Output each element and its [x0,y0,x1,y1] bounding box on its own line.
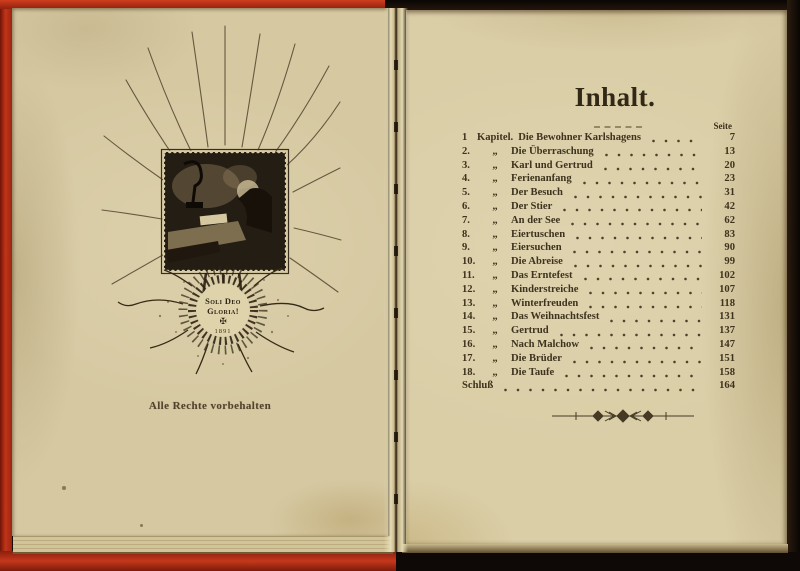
chapter-page-number: 131 [719,311,735,323]
chapter-title: Das Erntefest [511,269,573,281]
dot-leader [589,299,702,310]
toc-row [462,270,735,284]
chapter-title: Der Stier [511,200,553,212]
chapter-title: An der See [511,214,561,226]
paper-speck [62,486,66,490]
chapter-title: Das Weihnachtsfest [511,311,600,323]
chapter-title: Nach Malchow [511,338,579,350]
chapter-word: „ [492,173,498,185]
chapter-number: 14. [462,311,476,323]
dot-leader [589,285,702,296]
dot-leader [583,175,702,186]
photo-shadow-bottom [396,552,800,571]
toc-row [462,380,735,394]
page-column-header: Seite [713,121,732,131]
dot-leader [563,202,702,213]
photo-shadow-right [787,0,800,571]
chapter-word: „ [492,242,498,254]
dot-leader [560,327,702,338]
toc-row [462,229,735,243]
photo-shadow-top [385,0,800,10]
dot-leader [565,368,702,379]
chapter-title: Die Taufe [511,366,555,378]
chapter-page-number: 137 [719,325,735,337]
chapter-page-number: 20 [724,159,735,171]
chapter-page-number: 7 [729,132,735,143]
toc-row [462,367,735,381]
toc-row [462,201,735,215]
chapter-page-number: 107 [719,283,735,295]
dot-leader [574,189,702,200]
chapter-page-number: 99 [724,256,735,268]
toc-row [462,146,735,160]
chapter-title: Ferienanfang [511,173,572,185]
chapter-page-number: 158 [719,366,735,378]
rights-notice: Alle Rechte vorbehalten [148,400,272,412]
right-page-edge-stack [402,544,788,553]
chapter-word: „ [492,297,498,309]
chapter-word: „ [492,200,498,212]
chapter-page-number: 90 [724,242,735,254]
motto-line2: Gloria! [207,307,239,316]
chapter-number: 5. [462,187,470,199]
chapter-number: 2. [462,145,470,157]
book-cover-left-edge [0,0,12,571]
binding-stitches [394,8,398,552]
toc-row [462,242,735,256]
chapter-page-number: 31 [724,187,735,199]
toc-row [462,325,735,339]
chapter-title: Eiertuschen [511,228,566,240]
chapter-title: Kinderstreiche [511,283,579,295]
chapter-word: „ [492,325,498,337]
chapter-number: 1 [462,132,468,143]
emblem-vignette [162,150,289,274]
page-title: Inhalt. [574,82,656,112]
chapter-page-number: 147 [719,338,735,350]
chapter-number: 18. [462,366,476,378]
sunburst-emblem [118,268,324,374]
dot-leader [604,161,702,172]
chapter-number: 10. [462,256,476,268]
divider-ornament-icon [548,404,698,428]
chapter-number: 15. [462,325,476,337]
dot-leader [573,244,702,255]
chapter-number: 3. [462,159,470,171]
toc-row [462,353,735,367]
emblem-year: 1891 [214,328,232,335]
chapter-page-number: 118 [719,297,735,309]
toc-row [462,298,735,312]
book-gutter [384,8,408,552]
chapter-page-number: 13 [724,145,735,157]
chapter-title: Schluß [462,380,494,392]
chapter-page-number: 23 [724,173,735,185]
toc-row [462,160,735,174]
chapter-number: 6. [462,200,470,212]
chapter-word: „ [492,228,498,240]
chapter-word: Kapitel. [477,132,514,143]
left-page-edge-stack [13,536,393,554]
chapter-number: 9. [462,242,470,254]
chapter-title: Die Abreise [511,256,563,268]
chapter-title: Die Brüder [511,352,562,364]
monogram-icon: ✠ [219,317,227,327]
paper-speck [140,524,143,527]
dot-leader [574,258,702,269]
chapter-word: „ [492,338,498,350]
toc-row [462,132,735,146]
book-cover-bottom-edge [0,551,398,571]
chapter-number: 8. [462,228,470,240]
toc-row [462,339,735,353]
chapter-word: „ [492,214,498,226]
toc-row [462,215,735,229]
chapter-page-number: 164 [719,380,735,392]
chapter-word: „ [492,256,498,268]
chapter-page-number: 83 [724,228,735,240]
dot-leader [571,216,702,227]
title-underline [594,126,642,128]
chapter-title: Karl und Gertrud [511,159,593,171]
publisher-emblem-illustration [88,14,344,384]
chapter-page-number: 62 [724,214,735,226]
dot-leader [584,271,703,282]
chapter-page-number: 42 [724,200,735,212]
chapter-word: „ [492,352,498,364]
dot-leader [605,147,702,158]
motto-line1: Soli Deo [205,297,241,306]
chapter-number: 7. [462,214,470,226]
toc-row [462,187,735,201]
toc-row [462,284,735,298]
chapter-word: „ [492,366,498,378]
chapter-word: „ [492,187,498,199]
chapter-word: „ [492,159,498,171]
toc-row [462,256,735,270]
chapter-title: Die Bewohner Karlshagens [518,132,642,143]
chapter-number: 13. [462,297,476,309]
chapter-title: Der Besuch [511,187,563,199]
chapter-title: Eiersuchen [511,242,562,254]
chapter-title: Winterfreuden [511,297,579,309]
chapter-word: „ [492,145,498,157]
dot-leader [573,354,702,365]
dot-leader [610,313,702,324]
toc-row [462,173,735,187]
chapter-title: Die Überraschung [511,145,594,157]
chapter-number: 12. [462,283,476,295]
chapter-number: 16. [462,338,476,350]
chapter-word: „ [492,283,498,295]
chapter-word: „ [492,311,498,323]
dot-leader [504,382,702,393]
chapter-word: „ [492,269,498,281]
chapter-number: 17. [462,352,476,364]
dot-leader [576,230,702,241]
dot-leader [652,133,702,144]
table-of-contents [462,132,735,394]
chapter-title: Gertrud [511,325,549,337]
chapter-page-number: 151 [719,352,735,364]
chapter-number: 11. [462,269,475,281]
toc-row [462,311,735,325]
dot-leader [590,340,702,351]
chapter-number: 4. [462,173,470,185]
chapter-page-number: 102 [719,269,735,281]
